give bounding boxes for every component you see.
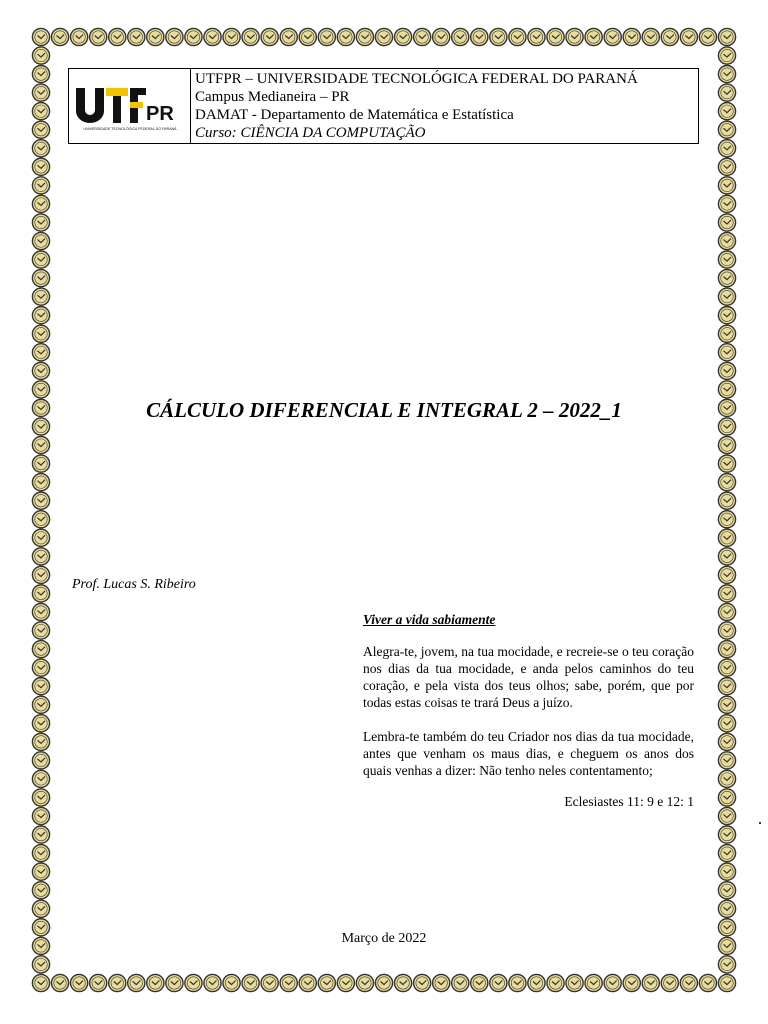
clock-icon [699,974,716,991]
clock-icon [680,28,697,45]
document-date: Março de 2022 [341,931,427,946]
clock-icon [528,974,545,991]
clock-icon [566,28,583,45]
clock-icon [51,974,68,991]
clock-icon [718,882,735,899]
clock-icon [718,696,735,713]
epigraph-title: Viver a vida sabiamente [363,612,496,627]
clock-icon [32,251,49,268]
clock-icon [204,974,221,991]
clock-icon [32,956,49,973]
clock-icon [185,974,202,991]
clock-icon [32,344,49,361]
clock-icon [718,103,735,120]
clock-icon [623,28,640,45]
clock-icon [718,566,735,583]
clock-icon [337,28,354,45]
clock-icon [718,529,735,546]
clock-icon [32,436,49,453]
epigraph-paragraph-1: Alegra-te, jovem, na tua mocidade, e recreie-se o teu coração nos dias da tua mocidade, e anda pelos caminhos do teu coração, e pela vista dos teus olhos; sabe, porém, que por todas estas coisas te trará Deus a juízo. [363,644,694,710]
clock-icon [718,177,735,194]
clock-icon [261,28,278,45]
clock-icon [718,845,735,862]
clock-icon [718,956,735,973]
clock-icon [32,362,49,379]
clock-icon [718,863,735,880]
clock-icon [32,603,49,620]
epigraph-paragraph-2: Lembra-te também do teu Criador nos dias da tua mocidade, antes que venham os maus dias, e cheguem os anos dos quais venhas a dizer: Não tenho neles contentamento; [363,729,694,778]
clock-icon [32,140,49,157]
clock-icon [718,492,735,509]
clock-icon [242,974,259,991]
clock-icon [32,288,49,305]
clock-icon [223,28,240,45]
clock-icon [32,845,49,862]
clock-icon [280,974,297,991]
clock-icon [433,974,450,991]
clock-icon [32,214,49,231]
clock-icon [718,770,735,787]
clock-icon [718,47,735,64]
clock-icon [32,548,49,565]
clock-icon [147,974,164,991]
clock-icon [661,28,678,45]
clock-icon [147,28,164,45]
university-name: UTFPR – UNIVERSIDADE TECNOLÓGICA FEDERAL DO PARANÁ [195,71,638,87]
clock-icon [718,974,735,991]
clock-icon [71,974,88,991]
clock-icon [299,28,316,45]
clock-icon [32,641,49,658]
clock-icon [32,158,49,175]
clock-icon [718,807,735,824]
course-value: CIÊNCIA DA COMPUTAÇÃO [240,125,426,141]
epigraph [363,611,694,810]
clock-icon [718,158,735,175]
clock-icon [642,974,659,991]
clock-icon [185,28,202,45]
clock-icon [32,974,49,991]
clock-icon [414,974,431,991]
clock-icon [718,678,735,695]
clock-icon [680,974,697,991]
clock-icon [718,84,735,101]
clock-icon [32,733,49,750]
clock-icon [109,974,126,991]
clock-icon [299,974,316,991]
clock-icon [718,28,735,45]
clock-icon [718,307,735,324]
epigraph-reference: Eclesiastes 11: 9 e 12: 1 [564,794,694,809]
clock-icon [242,28,259,45]
clock-icon [452,974,469,991]
clock-icon [718,641,735,658]
clock-icon [356,974,373,991]
clock-icon [32,789,49,806]
clock-icon [718,622,735,639]
clock-icon [490,974,507,991]
clock-icon [585,974,602,991]
clock-icon [32,863,49,880]
department: DAMAT - Departamento de Matemática e Estatística [195,107,514,123]
clock-icon [718,362,735,379]
utfpr-logo-icon [73,78,187,134]
clock-icon [718,436,735,453]
clock-icon [90,974,107,991]
clock-icon [32,65,49,82]
clock-icon [32,121,49,138]
clock-icon [51,28,68,45]
clock-icon [718,752,735,769]
clock-icon [32,882,49,899]
clock-icon [32,752,49,769]
course-line [195,124,694,142]
clock-icon [718,715,735,732]
clock-icon [718,900,735,917]
clock-icon [718,195,735,212]
clock-icon [718,789,735,806]
clock-icon [433,28,450,45]
clock-icon [32,492,49,509]
clock-icon [166,974,183,991]
clock-icon [509,28,526,45]
clock-icon [661,974,678,991]
clock-icon [32,84,49,101]
clock-icon [718,288,735,305]
campus: Campus Medianeira – PR [195,89,350,105]
clock-icon [32,307,49,324]
clock-icon [509,974,526,991]
clock-icon [32,195,49,212]
clock-icon [32,28,49,45]
clock-icon [566,974,583,991]
clock-icon [32,715,49,732]
clock-icon [718,121,735,138]
clock-icon [32,474,49,491]
clock-icon [623,974,640,991]
clock-icon [471,974,488,991]
clock-icon [337,974,354,991]
clock-icon [32,770,49,787]
clock-icon [394,28,411,45]
clock-icon [71,28,88,45]
svg-text:PR: PR [145,103,174,125]
clock-icon [699,28,716,45]
clock-icon [32,566,49,583]
clock-icon [32,678,49,695]
clock-icon [604,974,621,991]
clock-icon [718,270,735,287]
clock-icon [718,232,735,249]
stray-mark [759,822,761,824]
clock-icon [547,28,564,45]
clock-icon [32,103,49,120]
svg-text:UNIVERSIDADE TECNOLÓGICA FEDER: UNIVERSIDADE TECNOLÓGICA FEDERAL DO PARANÁ [82,127,177,131]
clock-icon [375,28,392,45]
clock-icon [32,232,49,249]
clock-icon [32,900,49,917]
clock-icon [32,47,49,64]
clock-icon [109,28,126,45]
clock-icon [718,140,735,157]
clock-icon [32,270,49,287]
institution-info [191,69,698,143]
clock-icon [32,659,49,676]
clock-icon [547,974,564,991]
header-table [68,68,699,144]
clock-icon [32,826,49,843]
clock-icon [32,455,49,472]
clock-icon [32,325,49,342]
utfpr-logo [69,69,191,143]
clock-icon [356,28,373,45]
clock-icon [718,511,735,528]
clock-icon [128,28,145,45]
clock-icon [604,28,621,45]
clock-icon [32,696,49,713]
clock-icon [261,974,278,991]
clock-icon [414,28,431,45]
clock-icon [204,28,221,45]
clock-icon [471,28,488,45]
clock-icon [223,974,240,991]
clock-icon [718,826,735,843]
clock-icon [718,585,735,602]
clock-icon [490,28,507,45]
clock-icon [452,28,469,45]
clock-icon [166,28,183,45]
clock-icon [718,65,735,82]
clock-icon [718,214,735,231]
clock-icon [642,28,659,45]
clock-icon [375,974,392,991]
clock-icon [718,325,735,342]
clock-icon [32,381,49,398]
clock-icon [394,974,411,991]
clock-icon [90,28,107,45]
clock-icon [32,622,49,639]
clock-icon [32,177,49,194]
clock-icon [718,381,735,398]
document-title: CÁLCULO DIFERENCIAL E INTEGRAL 2 – 2022_1 [146,398,622,422]
clock-icon [718,733,735,750]
clock-icon [280,28,297,45]
clock-icon [32,807,49,824]
clock-icon [718,251,735,268]
clock-icon [318,28,335,45]
course-label: Curso: [195,125,237,141]
clock-icon [585,28,602,45]
clock-icon [718,474,735,491]
clock-icon [718,455,735,472]
clock-icon [32,529,49,546]
clock-icon [718,659,735,676]
clock-icon [718,603,735,620]
clock-icon [718,344,735,361]
clock-icon [32,585,49,602]
clock-icon [128,974,145,991]
clock-icon [318,974,335,991]
clock-icon [528,28,545,45]
clock-icon [718,548,735,565]
clock-icon [32,511,49,528]
professor-name: Prof. Lucas S. Ribeiro [72,577,196,592]
